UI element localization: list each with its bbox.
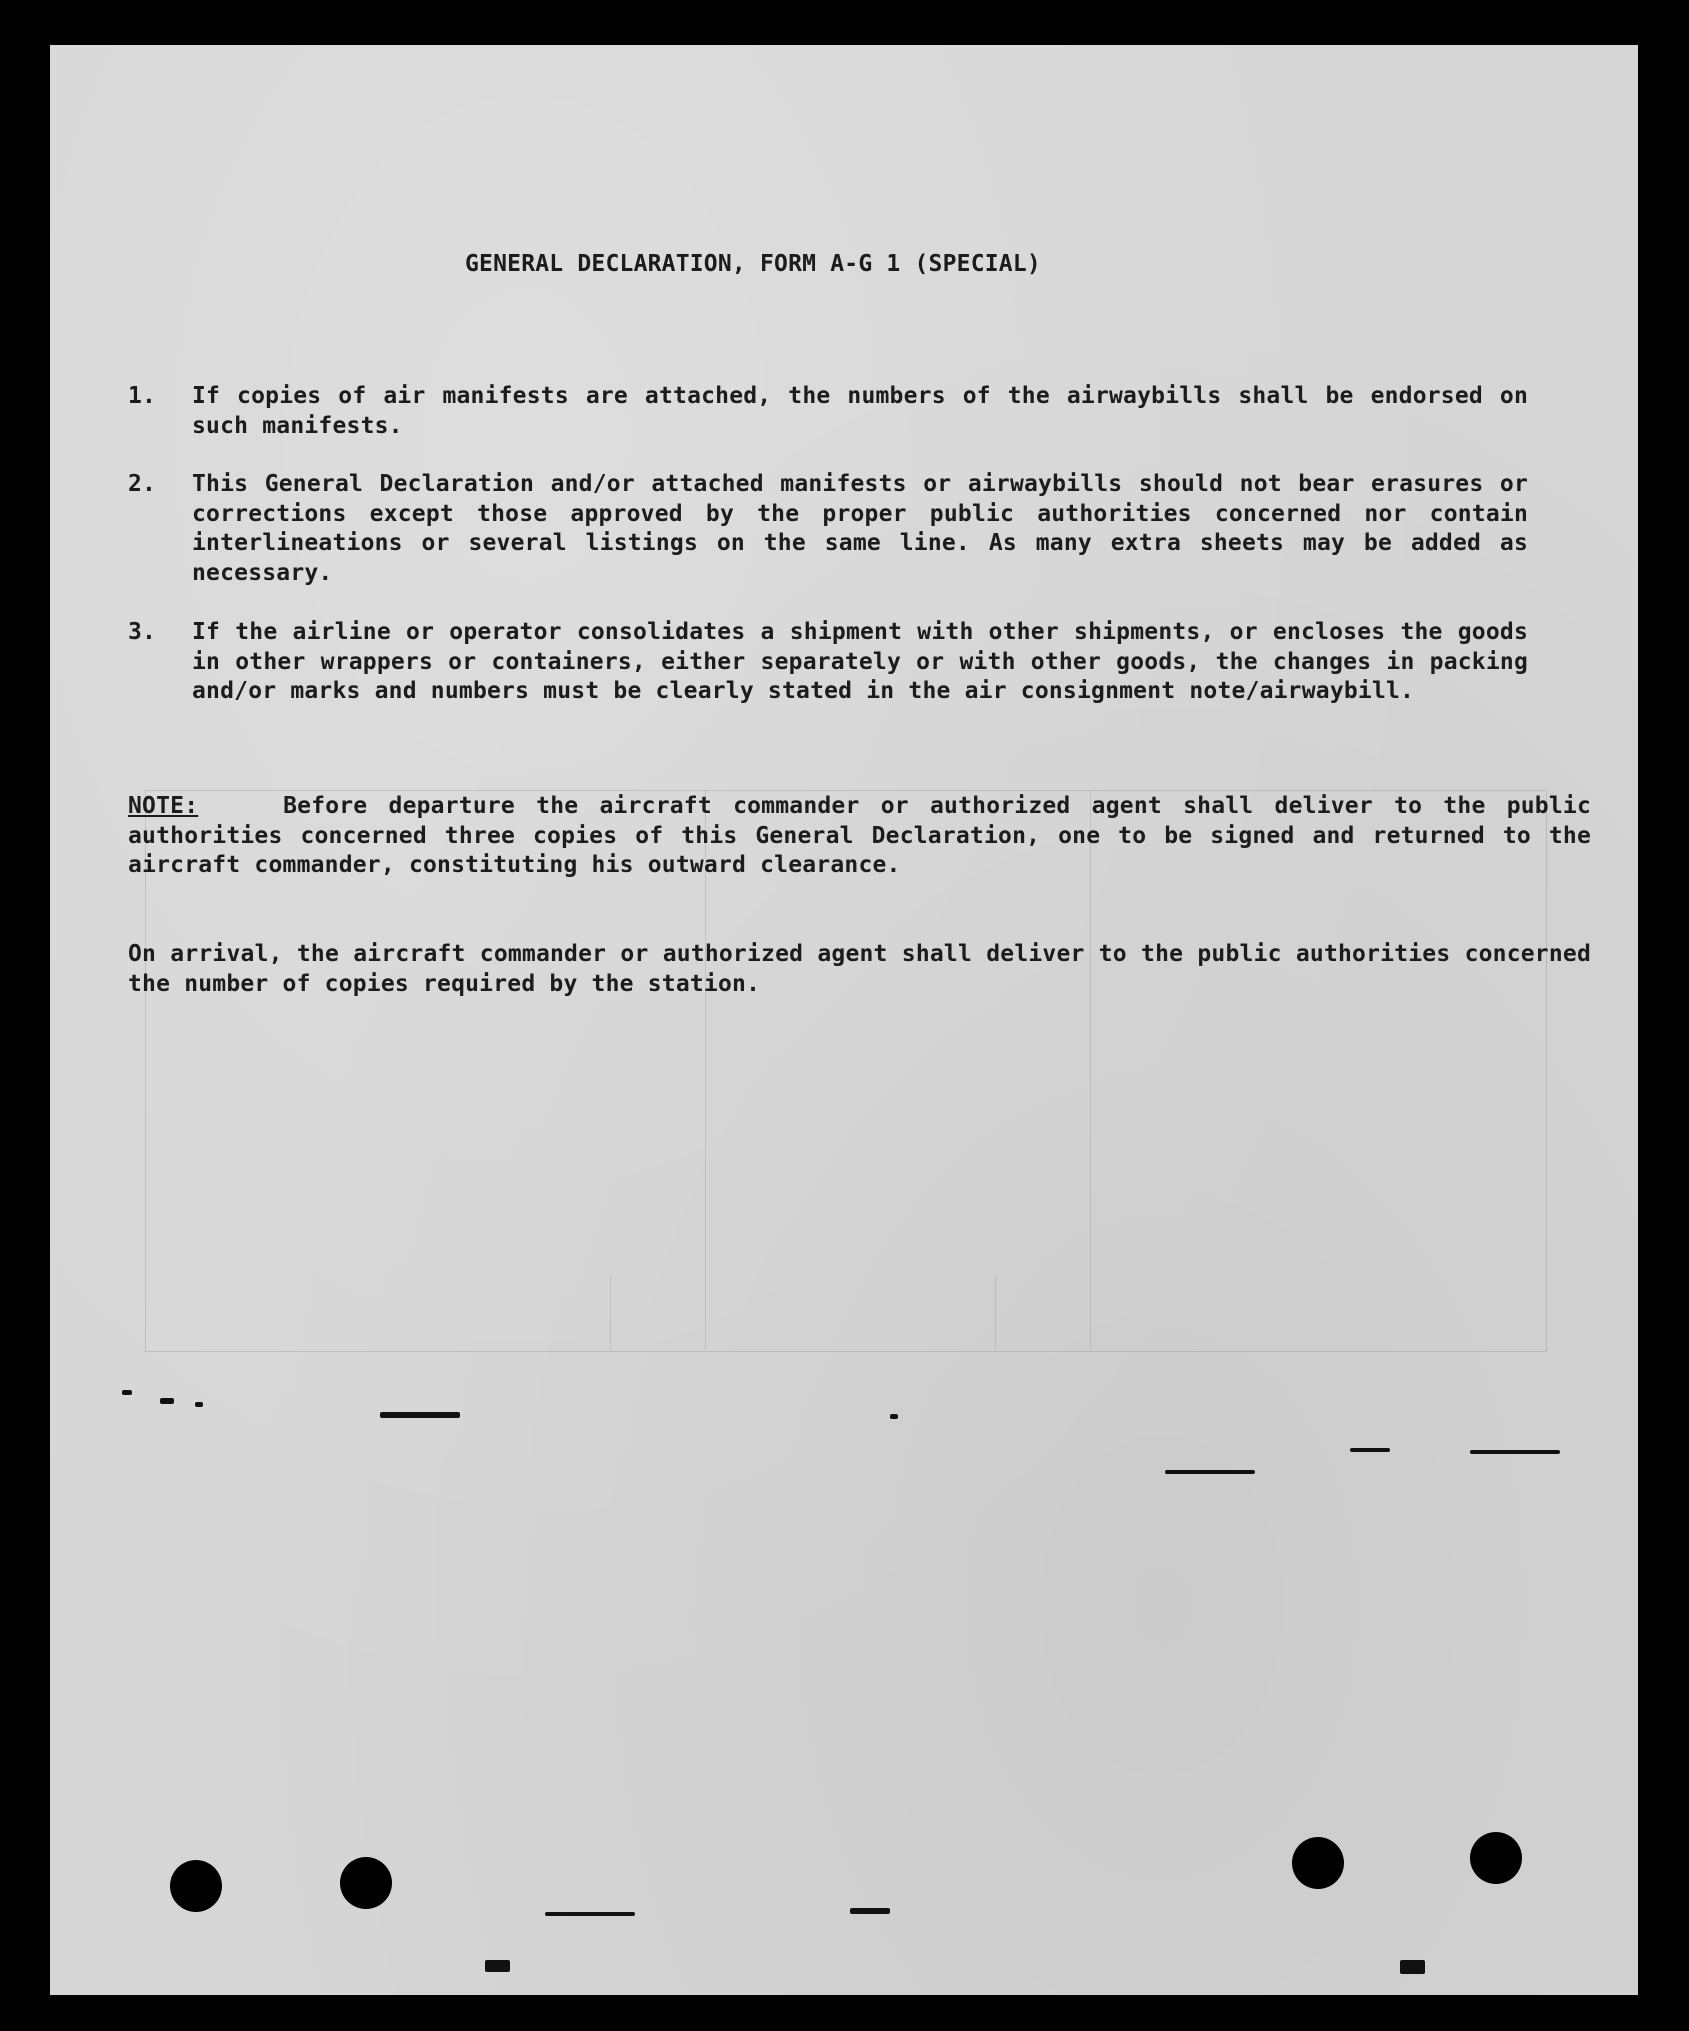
scan-speck xyxy=(1165,1470,1255,1474)
list-item-text: This General Declaration and/or attached manifests or airwaybills should not bear erasures or corrections except those approved by the proper public authorities concerned nor contain interlineations or several listings on the same line. As many extra sheets may be added as necessary. xyxy=(192,471,1528,586)
list-item xyxy=(128,618,1528,707)
scan-speck xyxy=(195,1402,203,1407)
scan-speck xyxy=(1350,1448,1390,1452)
punch-hole xyxy=(170,1860,222,1912)
list-item-number: 1. xyxy=(128,383,157,409)
bleed-through-rule xyxy=(995,1275,996,1350)
punch-hole xyxy=(1292,1837,1344,1889)
document-title: GENERAL DECLARATION, FORM A-G 1 (SPECIAL) xyxy=(465,251,1041,277)
note-paragraph xyxy=(128,792,1591,881)
punch-hole xyxy=(1470,1832,1522,1884)
scan-speck xyxy=(1400,1960,1425,1974)
scan-speck xyxy=(122,1390,132,1395)
scan-speck xyxy=(850,1908,890,1914)
list-item-number: 3. xyxy=(128,619,157,645)
arrival-paragraph: On arrival, the aircraft commander or authorized agent shall deliver to the public authorities concerned the number of copies required by the station. xyxy=(128,941,1591,997)
scan-speck xyxy=(160,1398,174,1404)
bleed-through-rule xyxy=(610,1275,611,1350)
list-item xyxy=(128,470,1528,588)
list-item-text: If the airline or operator consolidates a shipment with other shipments, or encloses the goods in other wrappers or containers, either separately or with other goods, the changes in packing and/or marks and numbers must be clearly stated in the air consignment note/airwaybill. xyxy=(192,619,1528,704)
list-item xyxy=(128,382,1528,441)
scan-speck xyxy=(545,1912,635,1916)
scan-speck xyxy=(890,1414,898,1419)
scan-speck xyxy=(1470,1450,1560,1454)
punch-hole xyxy=(340,1857,392,1909)
list-item-number: 2. xyxy=(128,471,157,497)
document-page xyxy=(50,45,1638,1995)
note-text: Before departure the aircraft commander or authorized agent shall deliver to the public authorities concerned three copies of this General Declaration, one to be signed and returned to the aircraft commander, constituting his outward clearance. xyxy=(128,793,1591,878)
note-label: NOTE: xyxy=(128,793,199,819)
list-item-text: If copies of air manifests are attached, the numbers of the airwaybills shall be endorsed on such manifests. xyxy=(192,383,1528,439)
scan-speck xyxy=(380,1412,460,1418)
scan-speck xyxy=(485,1960,510,1972)
